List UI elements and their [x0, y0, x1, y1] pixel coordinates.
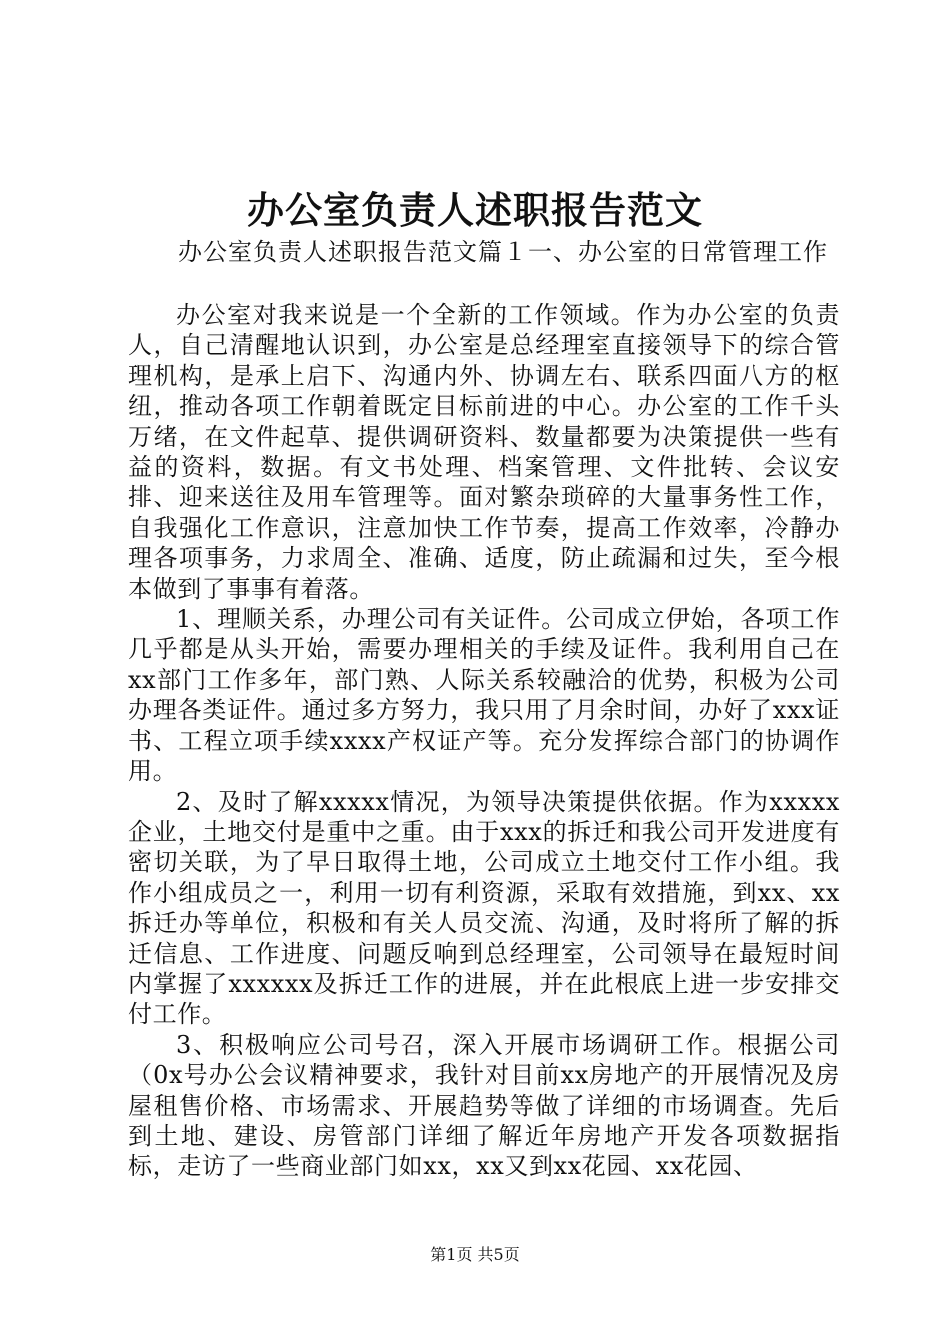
document-body [128, 300, 840, 1182]
page-footer: 第1页 共5页 [430, 1245, 520, 1264]
paragraph-item-1: 1、理顺关系，办理公司有关证件。公司成立伊始，各项工作几乎都是从头开始，需要办理相关的手续及证件。我利用自己在xx部门工作多年，部门熟、人际关系较融洽的优势，积极为公司办理各类证件。通过多方努力，我只用了月余时间，办好了xxx证书、工程立项手续xxxx产权证产等。充分发挥综合部门的协调作用。 [128, 605, 840, 786]
document-subtitle: 办公室负责人述职报告范文篇１一、办公室的日常管理工作 [178, 238, 828, 266]
paragraph-item-3: 3、积极响应公司号召，深入开展市场调研工作。根据公司（0x号办公会议精神要求，我针对目前xx房地产的开展情况及房屋租售价格、市场需求、开展趋势等做了详细的市场调查。先后到土地、建设、房管部门详细了解近年房地产开发各项数据指标，走访了一些商业部门如xx，xx又到xx花园、xx花园、 [128, 1030, 840, 1181]
document-title: 办公室负责人述职报告范文 [247, 188, 703, 232]
paragraph-intro: 办公室对我来说是一个全新的工作领域。作为办公室的负责人，自己清醒地认识到，办公室是总经理室直接领导下的综合管理机构，是承上启下、沟通内外、协调左右、联系四面八方的枢纽，推动各项工作朝着既定目标前进的中心。办公室的工作千头万绪，在文件起草、提供调研资料、数量都要为决策提供一些有益的资料，数据。有文书处理、档案管理、文件批转、会议安排、迎来送往及用车管理等。面对繁杂琐碎的大量事务性工作，自我强化工作意识，注意加快工作节奏，提高工作效率，冷静办理各项事务，力求周全、准确、适度，防止疏漏和过失，至今根本做到了事事有着落。 [128, 301, 840, 603]
paragraph-item-2: 2、及时了解xxxxx情况，为领导决策提供依据。作为xxxxx企业，土地交付是重中之重。由于xxx的拆迁和我公司开发进度有密切关联，为了早日取得土地，公司成立土地交付工作小组。我作小组成员之一，利用一切有利资源，采取有效措施，到xx、xx拆迁办等单位，积极和有关人员交流、沟通，及时将所了解的拆迁信息、工作进度、问题反响到总经理室，公司领导在最短时间内掌握了xxxxxx及拆迁工作的进展，并在此根底上进一步安排交付工作。 [128, 787, 840, 1029]
